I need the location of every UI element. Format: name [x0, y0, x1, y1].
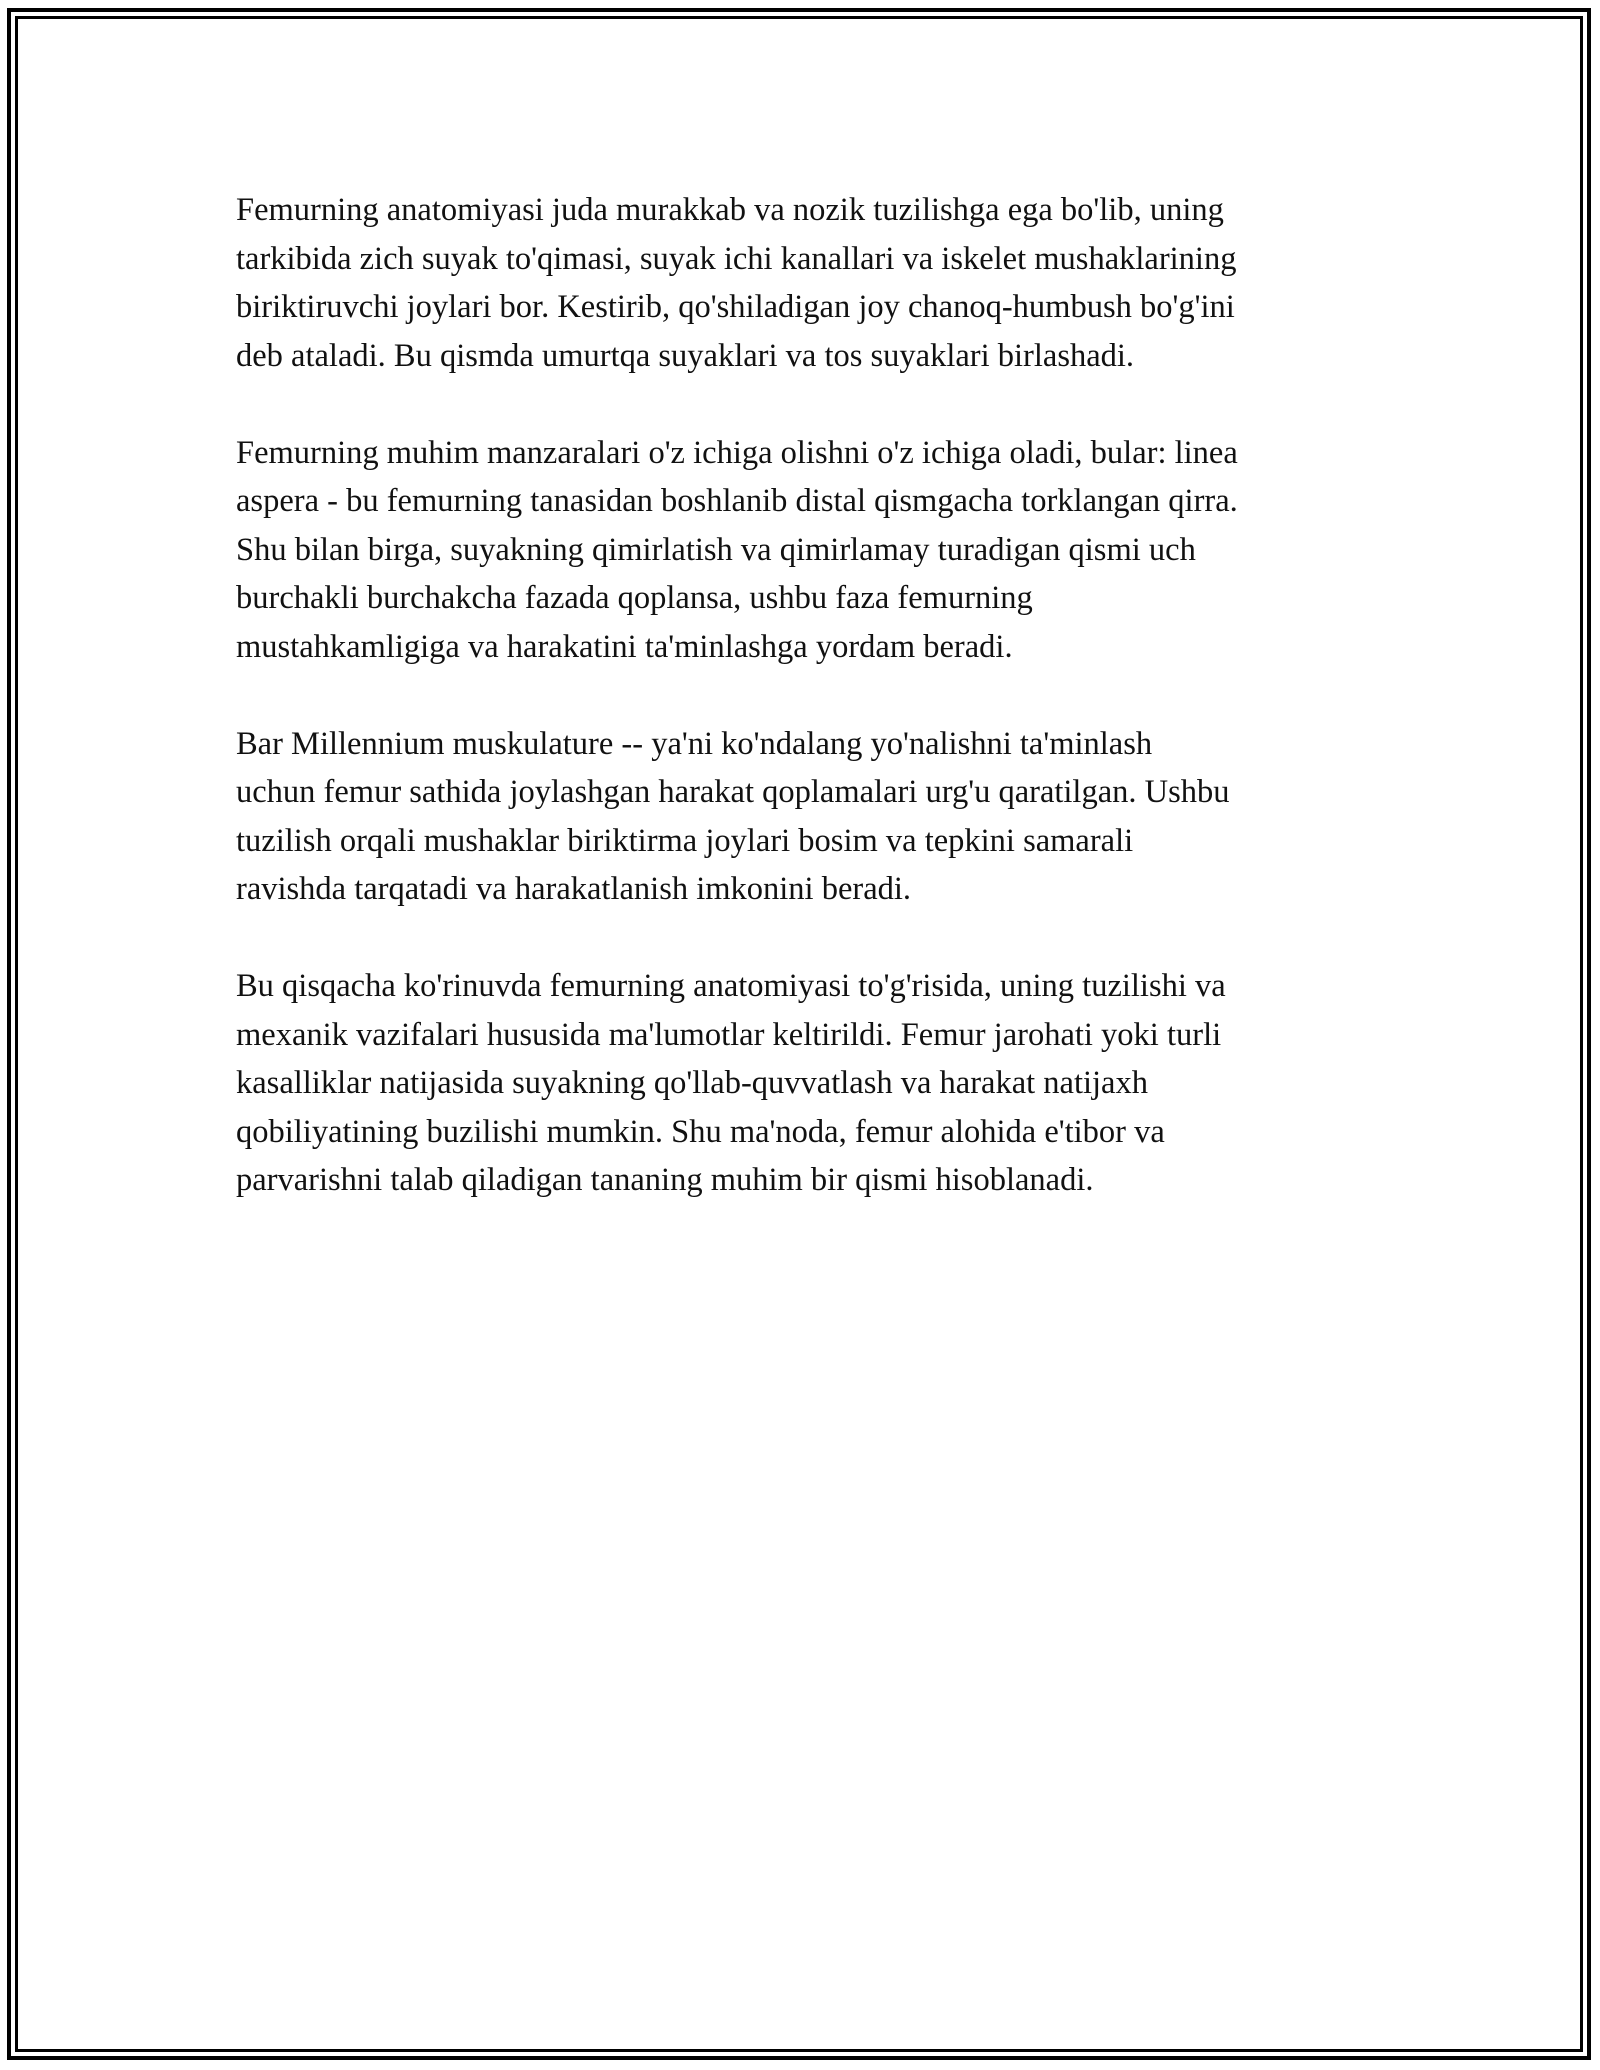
paragraph-2: Femurning muhim manzaralari o'z ichiga olishni o'z ichiga oladi, bular: linea aspera - bu femurning tanasidan boshlanib distal qismgacha torklangan qirra. Shu bilan birga, suyakning qimirlatish va qimirlamay turadigan qismi uch burchakli burchakcha fazada qoplansa, ushbu faza femurning mustahkamligiga va harakatini ta'minlashga yordam beradi.	[236, 434, 1238, 665]
document-body	[236, 186, 1376, 1253]
paragraph-1: Femurning anatomiyasi juda murakkab va nozik tuzilishga ega bo'lib, uning tarkibida zich suyak to'qimasi, suyak ichi kanallari va iskelet mushaklarining biriktiruvchi joylari bor. Kestirib, qo'shiladigan joy chanoq-humbush bo'g'ini deb ataladi. Bu qismda umurtqa suyaklari va tos suyaklari birlashadi.	[236, 192, 1237, 374]
paragraph-3: Bar Millennium muskulature -- ya'ni ko'ndalang yo'nalishni ta'minlash uchun femur sathida joylashgan harakat qoplamalari urg'u qaratilgan. Ushbu tuzilish orqali mushaklar biriktirma joylari bosim va tepkini samarali ravishda tarqatadi va harakatlanish imkonini beradi.	[236, 725, 1230, 907]
paragraph-4: Bu qisqacha ko'rinuvda femurning anatomiyasi to'g'risida, uning tuzilishi va mexanik vazifalari hususida ma'lumotlar keltirildi. Femur jarohati yoki turli kasalliklar natijasida suyakning qo'llab-quvvatlash va harakat natijaxh qobiliyatining buzilishi mumkin. Shu ma'noda, femur alohida e'tibor va parvarishni talab qiladigan tananing muhim bir qismi hisoblanadi.	[236, 968, 1226, 1198]
